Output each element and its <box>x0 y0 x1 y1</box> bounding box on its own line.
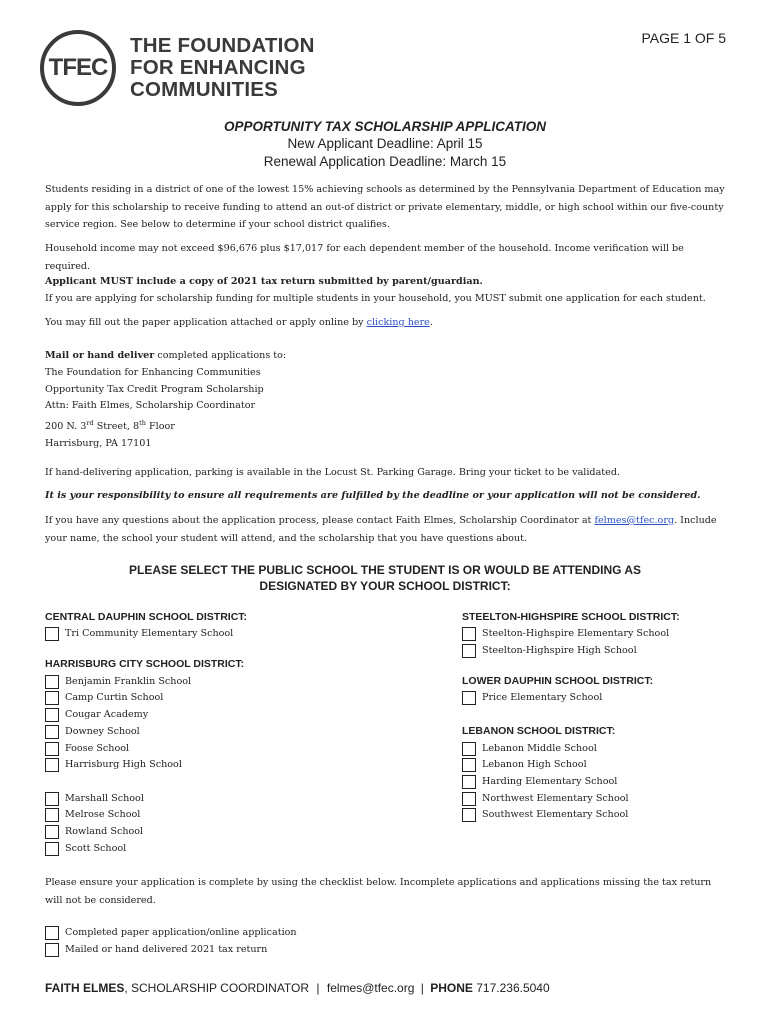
checkbox[interactable] <box>45 742 59 756</box>
multiple-students-paragraph: If you are applying for scholarship funding for multiple students in your household, you MUST submit one application for each student. <box>45 293 706 304</box>
logo-line-1: THE FOUNDATION <box>130 34 315 57</box>
school-selection-heading <box>0 562 770 594</box>
intro-paragraph: Students residing in a district of one of the lowest 15% achieving schools as determined by the Pennsylvania Department of Education may apply for this scholarship to receive funding to attend an out-of district or private elementary, middle, or high school within our five-county service region. See below to determine if your school district qualifies. <box>45 184 725 230</box>
document-title: OPPORTUNITY TAX SCHOLARSHIP APPLICATION <box>223 119 547 134</box>
checklist-item-tax-return[interactable] <box>45 942 267 957</box>
checkbox[interactable] <box>462 758 476 772</box>
school-label: Lebanon Middle School <box>482 743 597 754</box>
school-option-cougar-academy[interactable] <box>45 707 148 722</box>
school-option-southwest-elementary[interactable] <box>462 807 628 822</box>
school-option-benjamin-franklin[interactable] <box>45 674 191 689</box>
checkbox[interactable] <box>45 691 59 705</box>
questions-text-end: . Include your name, the school your student will attend, and the scholarship that you have questions about. <box>45 515 717 544</box>
school-option-price-elementary[interactable] <box>462 690 602 705</box>
school-label: Price Elementary School <box>482 692 603 703</box>
parking-paragraph: If hand-delivering application, parking is available in the Locust St. Parking Garage. Bring your ticket to be validated. <box>45 467 621 478</box>
school-label: Steelton-Highspire High School <box>482 645 637 656</box>
new-applicant-deadline: New Applicant Deadline: April 15 <box>287 136 483 151</box>
school-label: Tri Community Elementary School <box>65 628 234 639</box>
selection-heading-line-2: DESIGNATED BY YOUR SCHOOL DISTRICT: <box>259 579 511 593</box>
steelton-heading: STEELTON-HIGHSPIRE SCHOOL DISTRICT: <box>462 611 680 623</box>
school-option-melrose[interactable] <box>45 807 140 822</box>
checkbox[interactable] <box>45 708 59 722</box>
checkbox[interactable] <box>45 842 59 856</box>
selection-heading-line-1: PLEASE SELECT THE PUBLIC SCHOOL THE STUDENT IS OR WOULD BE ATTENDING AS <box>128 563 642 577</box>
central-dauphin-heading: CENTRAL DAUPHIN SCHOOL DISTRICT: <box>45 611 248 623</box>
school-label: Rowland School <box>65 826 144 837</box>
logo-mark: TFEC <box>40 30 116 106</box>
logo-line-2: FOR ENHANCING <box>130 56 306 79</box>
checkbox[interactable] <box>45 926 59 940</box>
school-option-camp-curtin[interactable] <box>45 690 163 705</box>
school-option-lebanon-middle[interactable] <box>462 741 597 756</box>
mailing-block <box>45 348 727 453</box>
apply-online-paragraph <box>45 314 727 332</box>
tfec-logo <box>40 30 315 106</box>
page-number: PAGE 1 OF 5 <box>641 30 726 46</box>
mail-text: completed applications to: <box>154 350 287 361</box>
checkbox[interactable] <box>45 808 59 822</box>
checklist-label: Completed paper application/online application <box>65 927 297 938</box>
apply-online-period: . <box>429 317 433 328</box>
footer-role: , SCHOLARSHIP COORDINATOR <box>124 981 310 995</box>
checkbox[interactable] <box>462 644 476 658</box>
address-line-2: Opportunity Tax Credit Program Scholarship <box>45 383 264 395</box>
school-label: Foose School <box>65 743 130 754</box>
school-option-harding-elementary[interactable] <box>462 774 617 789</box>
mail-label: Mail or hand deliver <box>45 350 155 361</box>
school-label: Northwest Elementary School <box>482 793 629 804</box>
logo-wordmark <box>130 35 315 101</box>
school-option-lebanon-high[interactable] <box>462 757 587 772</box>
footer-phone-label: PHONE <box>430 981 473 995</box>
income-paragraph: Household income may not exceed $96,676 plus $17,017 for each dependent member of the household. Income verification will be required. <box>45 243 684 272</box>
checkbox[interactable] <box>45 675 59 689</box>
apply-online-text: You may fill out the paper application attached or apply online by <box>45 317 367 328</box>
school-label: Melrose School <box>65 809 141 820</box>
checkbox[interactable] <box>462 742 476 756</box>
checkbox[interactable] <box>462 808 476 822</box>
footer-email[interactable]: felmes@tfec.org <box>326 981 415 995</box>
checkbox[interactable] <box>45 758 59 772</box>
school-label: Cougar Academy <box>65 709 149 720</box>
questions-text: If you have any questions about the application process, please contact Faith Elmes, Scholarship Coordinator at <box>45 515 595 526</box>
school-label: Downey School <box>65 726 140 737</box>
footer-contact <box>45 981 550 995</box>
questions-paragraph <box>45 512 727 547</box>
school-option-steelton-elementary[interactable] <box>462 626 669 641</box>
school-label: Scott School <box>65 843 127 854</box>
tax-return-text: Applicant MUST include a copy of 2021 tax return submitted by parent/guardian. <box>45 276 483 287</box>
questions-email-link[interactable]: felmes@tfec.org <box>594 515 675 526</box>
logo-line-3: COMMUNITIES <box>130 78 278 101</box>
address-line-1: The Foundation for Enhancing Communities <box>45 366 261 378</box>
school-label: Benjamin Franklin School <box>65 676 192 687</box>
school-option-marshall[interactable] <box>45 791 144 806</box>
checkbox[interactable] <box>45 943 59 957</box>
checkbox[interactable] <box>462 627 476 641</box>
school-option-steelton-high[interactable] <box>462 643 637 658</box>
checkbox[interactable] <box>45 825 59 839</box>
address-line-3: Attn: Faith Elmes, Scholarship Coordinator <box>45 400 256 412</box>
checkbox[interactable] <box>462 792 476 806</box>
checkbox[interactable] <box>45 725 59 739</box>
school-option-tri-community[interactable] <box>45 626 233 641</box>
responsibility-notice: It is your responsibility to ensure all requirements are fulfilled by the deadline or your application will not be considered. <box>45 490 701 501</box>
school-option-downey[interactable] <box>45 724 140 739</box>
address-line-5: Harrisburg, PA 17101 <box>45 438 152 450</box>
document-heading <box>0 118 770 171</box>
footer-phone: 717.236.5040 <box>476 981 550 995</box>
school-label: Steelton-Highspire Elementary School <box>482 628 670 639</box>
address-line-4: 200 N. 3rd Street, 8th Floor <box>45 419 175 433</box>
footer-separator: | <box>316 981 320 995</box>
footer-name: FAITH ELMES <box>45 981 125 995</box>
checkbox[interactable] <box>45 627 59 641</box>
school-option-scott[interactable] <box>45 841 126 856</box>
school-label: Harding Elementary School <box>482 776 618 787</box>
school-label: Camp Curtin School <box>65 692 164 703</box>
harrisburg-heading: HARRISBURG CITY SCHOOL DISTRICT: <box>45 658 245 670</box>
school-option-northwest-elementary[interactable] <box>462 791 629 806</box>
checklist-intro: Please ensure your application is complete by using the checklist below. Incomplete applications and applications missing the tax return will not be considered. <box>45 877 712 906</box>
school-label: Lebanon High School <box>482 759 587 770</box>
school-option-harrisburg-high[interactable] <box>45 757 182 772</box>
school-option-foose[interactable] <box>45 741 129 756</box>
footer-separator: | <box>420 981 424 995</box>
tax-return-requirement <box>45 273 727 291</box>
school-label: Harrisburg High School <box>65 759 182 770</box>
lower-dauphin-heading: LOWER DAUPHIN SCHOOL DISTRICT: <box>462 675 654 687</box>
renewal-deadline: Renewal Application Deadline: March 15 <box>263 154 507 169</box>
school-label: Southwest Elementary School <box>482 809 629 820</box>
checklist-item-application[interactable] <box>45 925 297 940</box>
checkbox[interactable] <box>45 792 59 806</box>
school-label: Marshall School <box>65 793 144 804</box>
checkbox[interactable] <box>462 775 476 789</box>
apply-online-link[interactable]: clicking here <box>366 317 430 328</box>
lebanon-heading: LEBANON SCHOOL DISTRICT: <box>462 725 616 737</box>
checklist-label: Mailed or hand delivered 2021 tax return <box>65 944 268 955</box>
school-option-rowland[interactable] <box>45 824 143 839</box>
checkbox[interactable] <box>462 691 476 705</box>
